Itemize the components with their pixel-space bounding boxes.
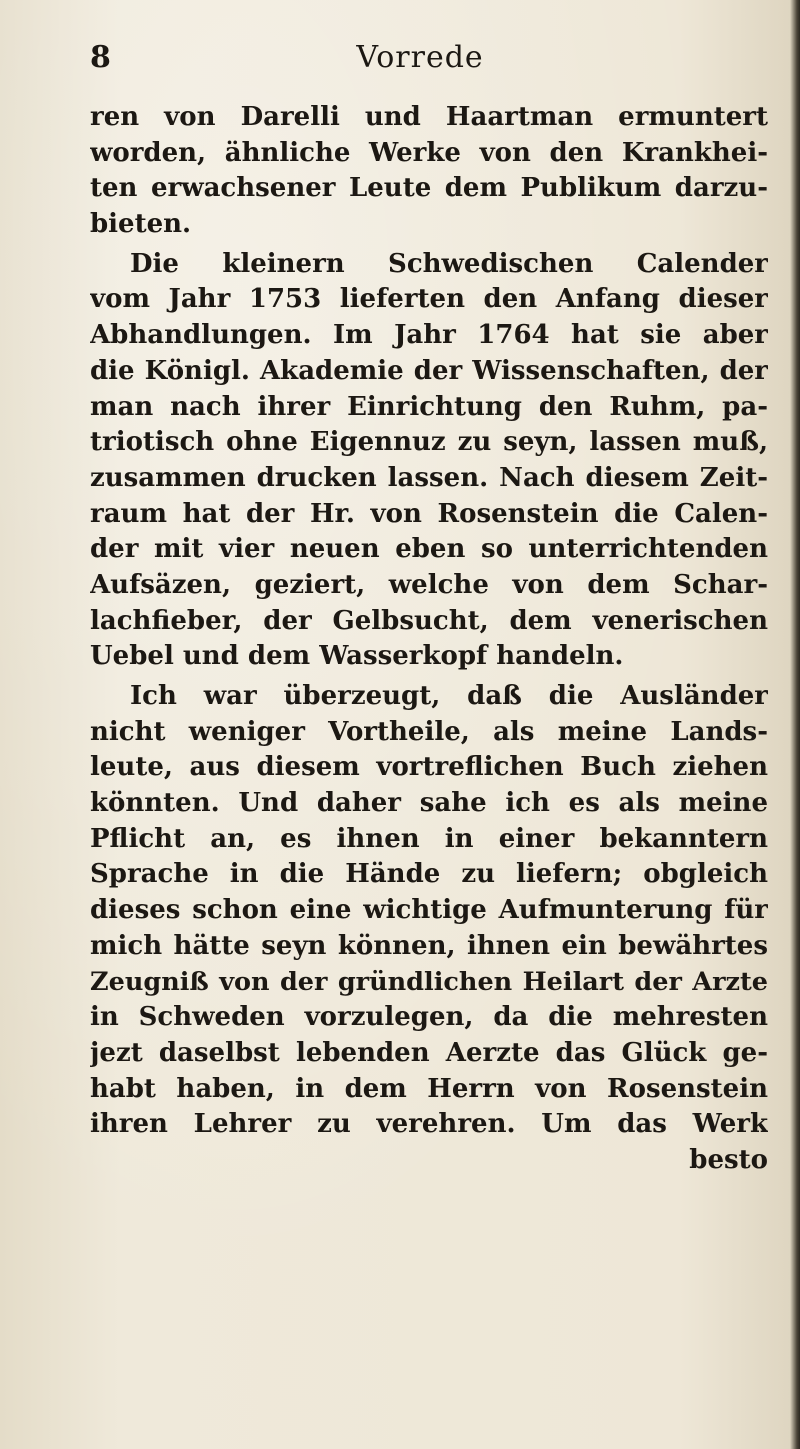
- text-line: raum hat der Hr. von Rosenstein die Calen-: [90, 498, 768, 529]
- running-head: Vorrede: [356, 40, 484, 75]
- text-line: worden, ähnliche Werke von den Krankhei-: [90, 137, 768, 168]
- text-line: vom Jahr 1753 lieferten den Anfang dieser: [90, 284, 768, 315]
- text-line: habt haben, in dem Herrn von Rosenstein: [90, 1073, 768, 1104]
- catchword: besto: [689, 1144, 768, 1175]
- text-line: leute, aus diesem vortreflichen Buch ziehen: [90, 752, 768, 783]
- text-line: ren von Darelli und Haartman ermuntert: [90, 102, 768, 132]
- text-line: Zeugniß von der gründlichen Heilart der Arzte: [90, 966, 768, 997]
- text-line: man nach ihrer Einrichtung den Ruhm, pa-: [90, 391, 768, 422]
- text-line: dieses schon eine wichtige Aufmunterung für: [90, 895, 768, 926]
- text-line: triotisch ohne Eigennuz zu seyn, lassen muß,: [90, 427, 768, 458]
- text-line: der mit vier neuen eben so unterrichtenden: [90, 534, 768, 565]
- text-line: bieten.: [90, 209, 192, 240]
- text-line: Uebel und dem Wasserkopf handeln.: [90, 641, 624, 672]
- text-line: Die kleinern Schwedischen Calender: [130, 248, 768, 279]
- text-line: Pflicht an, es ihnen in einer bekanntern: [90, 823, 768, 854]
- text-line: Sprache in die Hände zu liefern; obgleich: [90, 859, 768, 890]
- text-line: die Königl. Akademie der Wissenschaften, der: [90, 355, 768, 386]
- page-edge-shadow: [790, 0, 800, 1449]
- text-line: nicht weniger Vortheile, als meine Lands-: [90, 716, 768, 747]
- text-line: jezt daselbst lebenden Aerzte das Glück ge-: [90, 1037, 768, 1068]
- page-header: [90, 40, 750, 90]
- text-line: zusammen drucken lassen. Nach diesem Zeit-: [90, 462, 768, 493]
- text-line: könnten. Und daher sahe ich es als meine: [90, 788, 768, 819]
- text-line: Aufsäzen, geziert, welche von dem Schar-: [90, 569, 768, 600]
- paragraph-1: [90, 100, 768, 243]
- text-line: in Schweden vorzulegen, da die mehresten: [90, 1002, 768, 1033]
- paragraph-2: [90, 247, 768, 675]
- body-text: [90, 100, 768, 1179]
- text-line: ihren Lehrer zu verehren. Um das Werk: [90, 1109, 768, 1140]
- text-line: Abhandlungen. Im Jahr 1764 hat sie aber: [90, 320, 768, 351]
- text-line: mich hätte seyn können, ihnen ein bewährtes: [90, 930, 768, 961]
- text-line: lachfieber, der Gelbsucht, dem venerischen: [90, 605, 768, 636]
- text-line: ten erwachsener Leute dem Publikum darzu-: [90, 173, 768, 204]
- page-number: 8: [90, 40, 112, 75]
- paragraph-3: [90, 679, 768, 1143]
- text-line: Ich war überzeugt, daß die Ausländer: [130, 681, 768, 711]
